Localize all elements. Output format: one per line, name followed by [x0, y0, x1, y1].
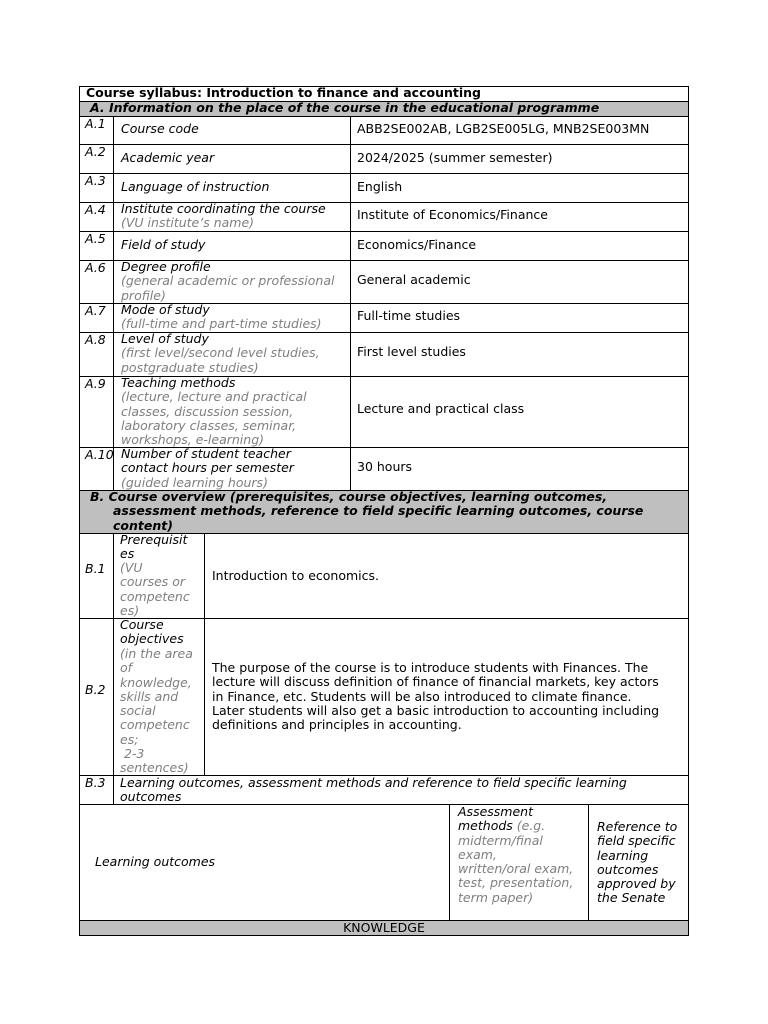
row-value: Institute of Economics/Finance	[357, 207, 548, 222]
row-divider-code	[113, 202, 114, 232]
row-divider-value	[350, 202, 351, 232]
b2-value: The purpose of the course is to introduce students with Finances. The lecture will discuss definition of finance of financial markets, key actors in Finance, etc. Students will be also introduced to climate finance. Later students will also get a basic introduction to accounting including definitions and principles in accounting.	[212, 660, 660, 733]
row-divider-code	[113, 376, 114, 448]
row-label: Mode of study (full-time and part-time studies)	[121, 302, 322, 332]
row-label: Level of study (first level/second level studies, postgraduate studies)	[121, 331, 320, 375]
row-divider-code	[113, 144, 114, 174]
b2-divider-1	[113, 618, 114, 776]
row-code: A.1	[85, 116, 106, 131]
row-divider-value	[350, 144, 351, 174]
section-a-heading: A. Information on the place of the course in the educational programme	[90, 100, 600, 115]
row-label: Teaching methods (lecture, lecture and practical classes, discussion session, laboratory classes, seminar, workshops, e-learning)	[121, 375, 307, 448]
row-value: First level studies	[357, 344, 466, 359]
row-label: Degree profile (general academic or professional profile)	[121, 259, 335, 303]
row-divider-value	[350, 332, 351, 377]
row-label: Course code	[121, 121, 199, 136]
knowledge-header: KNOWLEDGE	[343, 920, 425, 935]
row-code: A.9	[85, 376, 106, 391]
b1-divider-1	[113, 533, 114, 619]
row-divider-value	[350, 303, 351, 333]
row-value: Lecture and practical class	[357, 401, 525, 416]
section-b-heading: B. Course overview (prerequisites, course objectives, learning outcomes, assessment methods, reference to field specific learning outcomes, course content)	[90, 489, 644, 533]
row-divider-value	[350, 173, 351, 203]
row-value: Full-time studies	[357, 308, 461, 323]
row-divider-code	[113, 303, 114, 333]
b2-label: Course objectives	[120, 617, 184, 647]
row-code: A.2	[85, 144, 106, 159]
row-divider-value	[350, 447, 351, 491]
row-divider-code	[113, 260, 114, 304]
row-value: General academic	[357, 272, 471, 287]
row-value: 2024/2025 (summer semester)	[357, 150, 553, 165]
row-value: 30 hours	[357, 459, 413, 474]
learning-outcomes-header: Learning outcomes	[95, 854, 216, 869]
row-value: Economics/Finance	[357, 237, 477, 252]
b3-divider	[113, 775, 114, 805]
row-divider-value	[350, 260, 351, 304]
b1-value: Introduction to economics.	[212, 568, 379, 583]
assessment-methods-header: Assessment methods (e.g. midterm/final exam, written/oral exam, test, presentation, term paper)	[458, 804, 574, 905]
b2-hint: (in the area of knowledge, skills and social competenc es; 2-3 sentences)	[120, 646, 193, 776]
row-code: A.3	[85, 173, 106, 188]
row-value: ABB2SE002AB, LGB2SE005LG, MNB2SE003MN	[357, 121, 650, 136]
row-value: English	[357, 179, 403, 194]
b3-code: B.3	[85, 775, 106, 790]
row-divider-code	[113, 332, 114, 377]
row-divider-value	[350, 116, 351, 145]
field-reference-header: Reference to field specific learning outcomes approved by the Senate	[597, 819, 678, 906]
b2-code: B.2	[85, 682, 106, 697]
b2-divider-2	[204, 618, 205, 776]
row-label: Field of study	[121, 237, 206, 252]
b1-label: Prerequisit es	[120, 532, 188, 562]
document-title: Course syllabus: Introduction to finance and accounting	[86, 85, 481, 100]
row-label: Academic year	[121, 150, 215, 165]
outcomes-divider-1	[449, 804, 450, 921]
row-code: A.10	[85, 447, 114, 462]
row-code: A.6	[85, 260, 106, 275]
row-label: Institute coordinating the course (VU institute’s name)	[121, 201, 326, 231]
row-divider-code	[113, 173, 114, 203]
row-code: A.8	[85, 332, 106, 347]
row-divider-value	[350, 231, 351, 261]
row-label: Number of student teacher contact hours per semester (guided learning hours)	[121, 446, 294, 490]
b3-label: Learning outcomes, assessment methods and reference to field specific learning outcomes	[120, 775, 627, 805]
row-code: A.7	[85, 303, 106, 318]
row-code: A.4	[85, 202, 106, 217]
b1-hint: (VU courses or competenc es)	[120, 560, 190, 618]
b1-code: B.1	[85, 561, 106, 576]
b1-divider-2	[204, 533, 205, 619]
row-divider-code	[113, 231, 114, 261]
outcomes-divider-2	[588, 804, 589, 921]
row-label: Language of instruction	[121, 179, 270, 194]
row-code: A.5	[85, 231, 106, 246]
row-divider-code	[113, 116, 114, 145]
row-divider-value	[350, 376, 351, 448]
